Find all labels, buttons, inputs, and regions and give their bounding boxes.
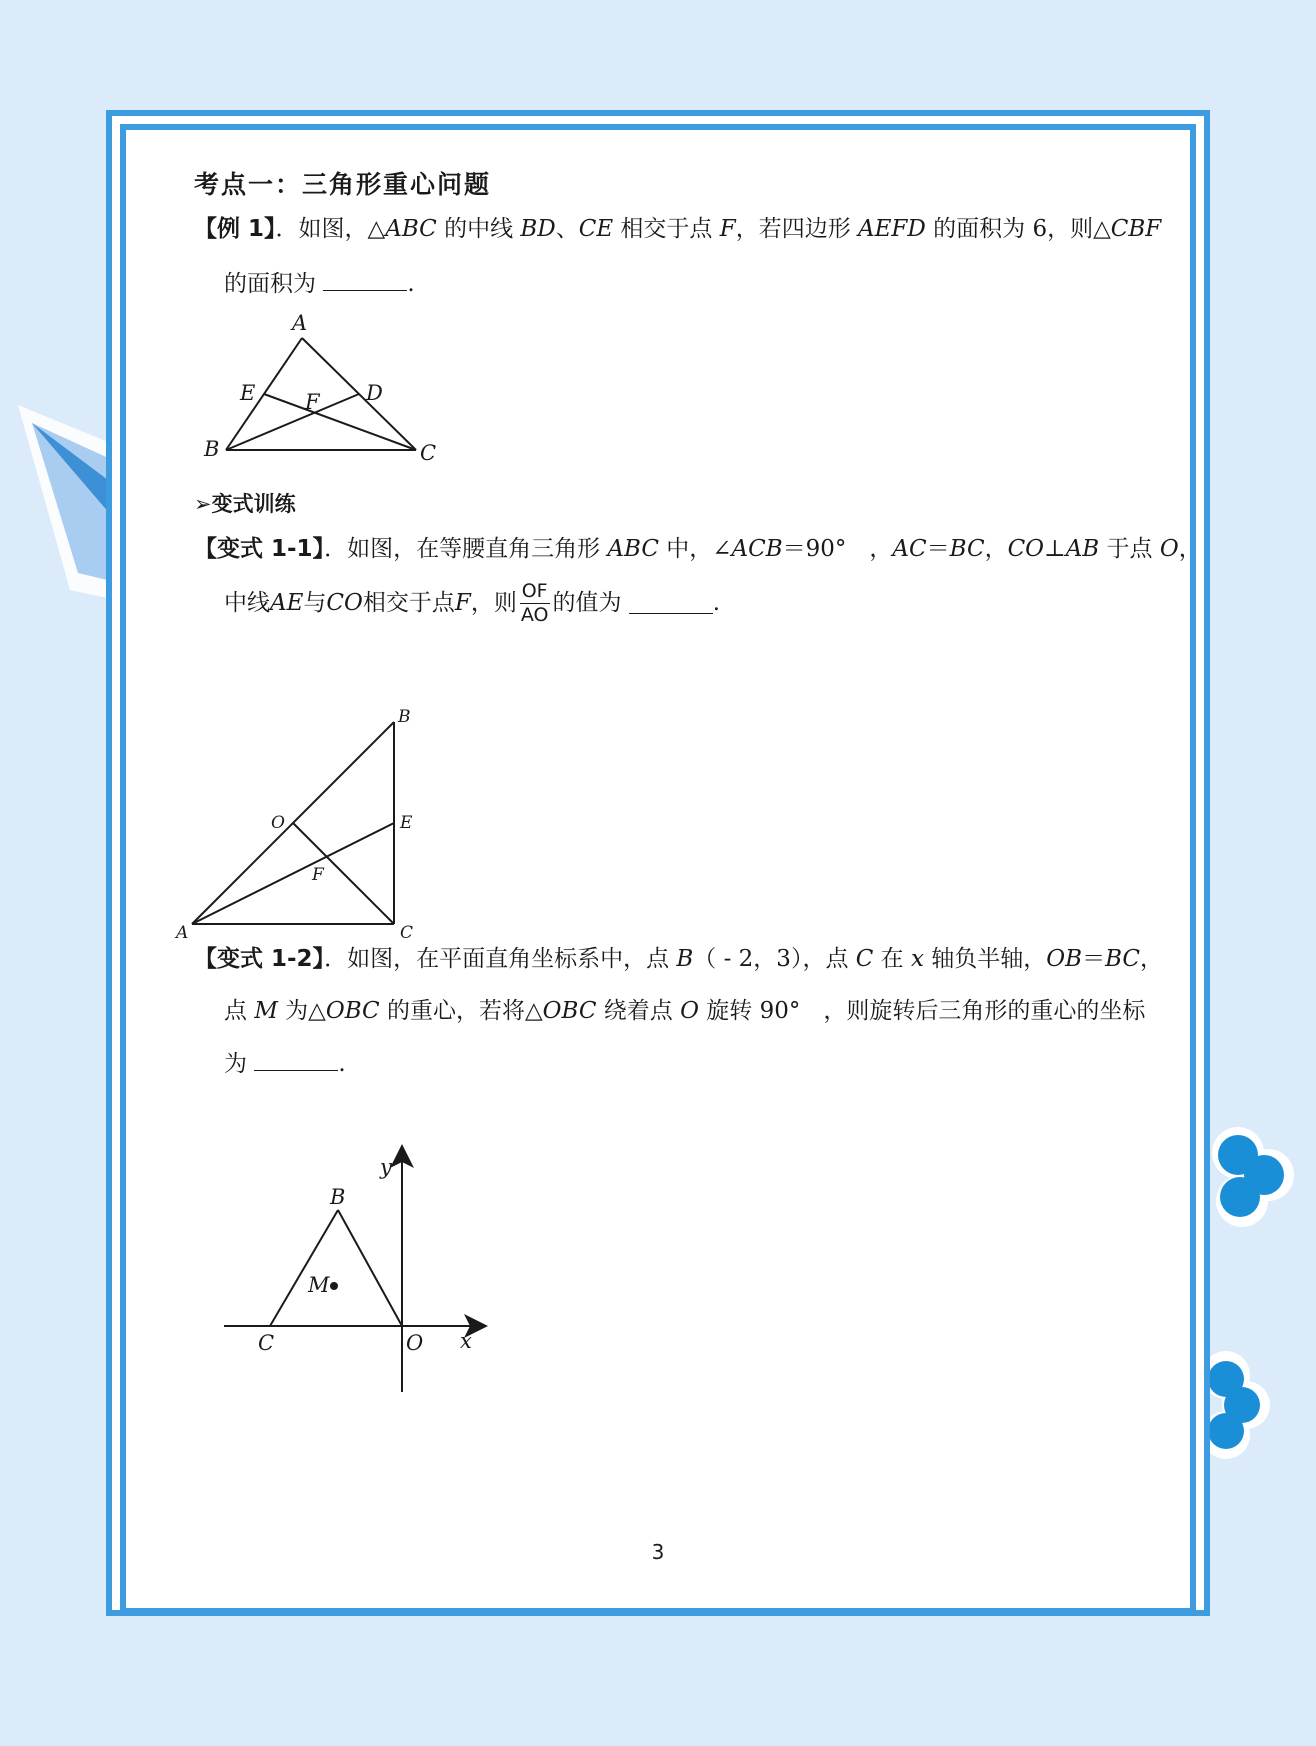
page-content (126, 130, 1202, 1608)
fraction-of-over-ao (519, 582, 551, 625)
figure-triangle-abc-medians (196, 310, 476, 480)
text: F (719, 216, 736, 242)
label-d: D (366, 381, 383, 405)
section-title: 考点一：三角形重心问题 (194, 170, 492, 199)
label-e: E (240, 381, 256, 405)
text: ， (1178, 536, 1202, 562)
text: ．如图，在等腰直角三角形 (324, 536, 608, 562)
text: O (680, 998, 699, 1024)
text: OBC (325, 998, 380, 1024)
figure-coordinate-plane (214, 1130, 514, 1410)
figure-isosceles-right-triangle (174, 702, 434, 962)
text: CO (326, 589, 363, 616)
text: AEFD (858, 216, 926, 242)
label-c: C (258, 1331, 275, 1355)
text: ABC (607, 536, 659, 562)
text: AC (892, 536, 927, 562)
text: 在 (873, 946, 911, 972)
label-a: A (292, 311, 308, 335)
text: 的面积为 (224, 271, 316, 297)
text: ACB (731, 536, 783, 562)
label-c: C (420, 441, 437, 465)
text: ＝90° ， (782, 536, 893, 562)
text: M (254, 998, 278, 1024)
text: BC (1105, 946, 1140, 972)
text: CO (1007, 536, 1045, 562)
text: B (676, 946, 694, 972)
label-x: x (460, 1329, 472, 1353)
text: AB (1065, 536, 1100, 562)
text: ，则 (470, 589, 517, 616)
side-bo (338, 1210, 402, 1326)
example-1-line-1 (194, 216, 1161, 244)
variant-1-2-line-2 (224, 998, 1145, 1026)
text: 与 (303, 589, 327, 616)
side-cb (270, 1210, 338, 1326)
label-f: F (312, 865, 324, 885)
text: AE (270, 589, 304, 616)
text: 相交于点 (362, 589, 455, 616)
text: O (1159, 536, 1179, 562)
text: 中线 (224, 589, 270, 616)
text: . (338, 1051, 346, 1077)
label-b: B (204, 437, 220, 461)
label-o: O (271, 813, 285, 833)
variant-1-2-line-1 (194, 946, 1163, 974)
text: OB (1046, 946, 1083, 972)
variant-heading: ➢变式训练 (194, 492, 296, 516)
text: 中，∠ (658, 536, 732, 562)
text: ABC (385, 216, 437, 242)
variant-1-2-line-3 (224, 1050, 346, 1079)
label-b: B (398, 707, 411, 727)
text: ， (984, 536, 1008, 562)
text: （ - 2，3），点 (693, 946, 856, 972)
text: 、 (555, 216, 579, 242)
variant-1-1-tag: 【变式 1-1】 (194, 536, 325, 562)
label-b: B (330, 1185, 346, 1209)
text: 的值为 (552, 589, 622, 616)
label-a: A (176, 923, 189, 943)
text: 的面积为 6，则△ (925, 216, 1111, 242)
text: ，若四边形 (735, 216, 859, 242)
fraction-denominator: AO (520, 604, 549, 626)
page-number: 3 (651, 1540, 665, 1564)
text: ＝ (1082, 946, 1106, 972)
text: F (454, 589, 471, 616)
text: 于点 (1099, 536, 1160, 562)
variant-1-1-line-1 (194, 536, 1202, 564)
text: C (855, 946, 874, 972)
label-o: O (406, 1331, 424, 1355)
text: 相交于点 (613, 216, 720, 242)
label-c: C (400, 923, 414, 943)
text: 为 (224, 1051, 247, 1077)
text: 的重心，若将△ (379, 998, 543, 1024)
median-ae (192, 823, 394, 924)
text: ⊥ (1044, 536, 1066, 562)
text: ．如图，△ (275, 216, 386, 242)
text: 轴负半轴， (923, 946, 1047, 972)
text: . (407, 271, 415, 297)
answer-blank (323, 270, 407, 291)
text: 绕着点 (596, 998, 681, 1024)
variant-1-2-tag: 【变式 1-2】 (194, 946, 325, 972)
text: BC (949, 536, 985, 562)
fraction-numerator: OF (521, 580, 548, 602)
text: 点 (224, 998, 255, 1024)
page-frame-inner (120, 124, 1202, 1614)
centroid-point-m (330, 1282, 338, 1290)
text: . (712, 589, 721, 616)
answer-blank (629, 593, 713, 614)
text: 旋转 90° ，则旋转后三角形的重心的坐标 (698, 998, 1146, 1024)
example-1-line-2 (224, 270, 415, 299)
segment-co (293, 823, 394, 924)
label-f: F (305, 390, 320, 414)
text: ＝ (926, 536, 950, 562)
example-1-tag: 【例 1】 (194, 216, 276, 242)
text: ．如图，在平面直角坐标系中，点 (324, 946, 677, 972)
label-e: E (400, 813, 413, 833)
answer-blank (254, 1050, 338, 1071)
text: BD (520, 216, 556, 242)
label-m: M (308, 1273, 330, 1297)
variant-1-1-line-2 (224, 582, 720, 625)
text: x (911, 946, 924, 972)
text: OBC (542, 998, 597, 1024)
text: ， (1140, 946, 1163, 972)
label-y: y (380, 1155, 392, 1179)
text: CBF (1110, 216, 1162, 242)
text: CE (578, 216, 614, 242)
text: 为△ (277, 998, 326, 1024)
text: 的中线 (436, 216, 521, 242)
